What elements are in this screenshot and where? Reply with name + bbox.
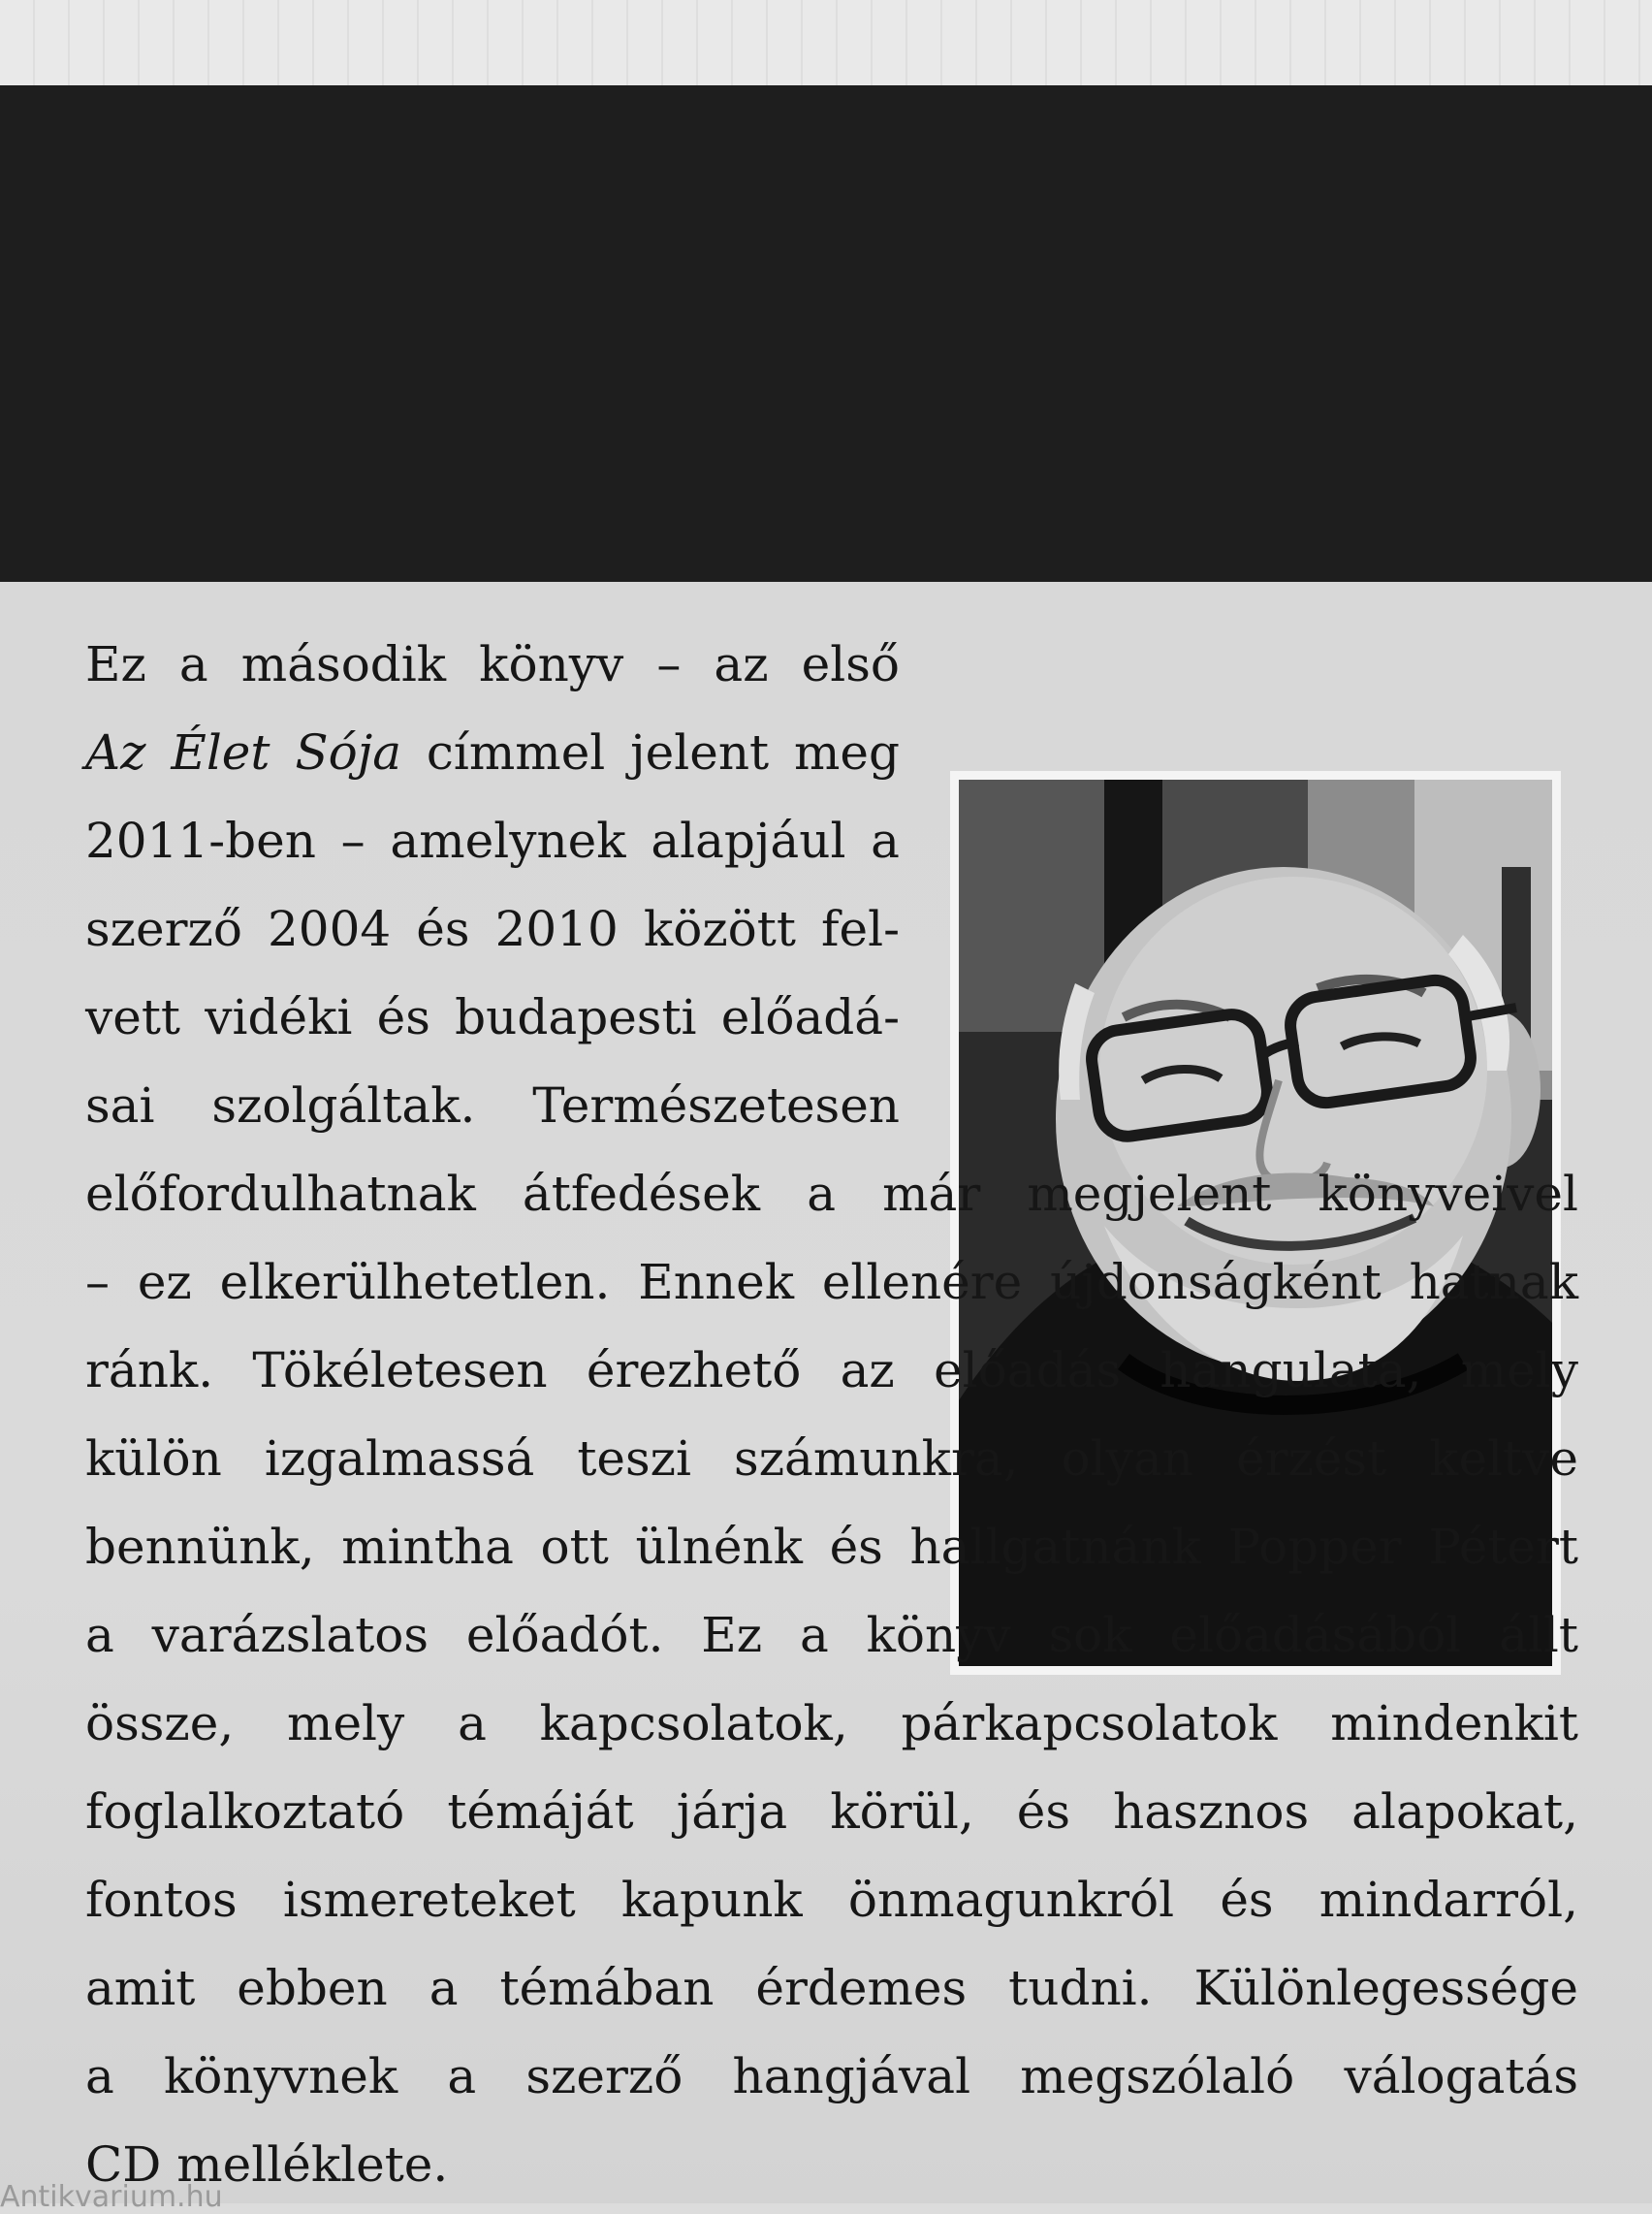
- blurb-line-italic-title: Az Élet Sója: [85, 724, 402, 781]
- blurb-line: [85, 797, 900, 885]
- blurb-line-text: Ez a második könyv – az első: [85, 636, 900, 692]
- blurb-line-text: sai szolgáltak. Természetesen: [85, 1077, 900, 1134]
- blurb-line-text: címmel jelent meg: [401, 724, 900, 781]
- blurb-line: [85, 974, 900, 1062]
- blurb-line-text: foglalkoztató témáját járja körül, és hasznos alapokat,: [85, 1783, 1578, 1840]
- blurb-line-text: CD melléklete.: [85, 2136, 449, 2193]
- blurb-line: [85, 1591, 1578, 1680]
- blurb-line: [85, 1062, 900, 1150]
- blurb-line: [85, 1856, 1578, 1944]
- blurb-line-text: külön izgalmassá teszi számunkra, olyan érzést keltve: [85, 1430, 1578, 1487]
- blurb-line-text: amit ebben a témában érdemes tudni. Különlegessége: [85, 1960, 1578, 2016]
- blurb-text: [85, 621, 1578, 2209]
- blurb-line: [85, 2033, 1578, 2121]
- blurb-line: [85, 1944, 1578, 2033]
- blurb-line: [85, 621, 900, 709]
- blurb-line-text: ránk. Tökéletesen érezhető az előadás hangulata, mely: [85, 1342, 1578, 1398]
- blurb-line-text: – ez elkerülhetetlen. Ennek ellenére újdonságként hatnak: [85, 1254, 1578, 1310]
- watermark: Antikvarium.hu: [0, 2180, 223, 2214]
- blurb-line-text: össze, mely a kapcsolatok, párkapcsolatok mindenkit: [85, 1695, 1578, 1751]
- blurb-line-text: szerző 2004 és 2010 között fel-: [85, 901, 900, 957]
- blurb-line-text: a varázslatos előadót. Ez a könyv sok előadásából állt: [85, 1607, 1578, 1663]
- blurb-line: [85, 1768, 1578, 1856]
- blurb-line: [85, 709, 900, 797]
- blurb-line: [85, 1415, 1578, 1503]
- blurb-line-text: a könyvnek a szerző hangjával megszólaló válogatás: [85, 2048, 1578, 2104]
- blurb-line-text: fontos ismereteket kapunk önmagunkról és mindarról,: [85, 1872, 1578, 1928]
- blurb-line-text: vett vidéki és budapesti előadá-: [85, 989, 900, 1045]
- blurb-line: [85, 1150, 1578, 1238]
- blurb-line-text: bennünk, mintha ott ülnénk és hallgatnánk Popper Pétert: [85, 1519, 1578, 1575]
- top-edge-strip: [0, 0, 1652, 87]
- blurb-line: [85, 1238, 1578, 1327]
- blurb-line-text: 2011-ben – amelynek alapjául a: [85, 813, 900, 869]
- blurb-line: [85, 2121, 1578, 2209]
- blurb-line: [85, 1680, 1578, 1768]
- blurb-line: [85, 885, 900, 974]
- blurb-line-text: előfordulhatnak átfedések a már megjelent könyveivel: [85, 1166, 1578, 1222]
- blurb-line: [85, 1503, 1578, 1591]
- dark-header-band: [0, 85, 1652, 582]
- blurb-line: [85, 1327, 1578, 1415]
